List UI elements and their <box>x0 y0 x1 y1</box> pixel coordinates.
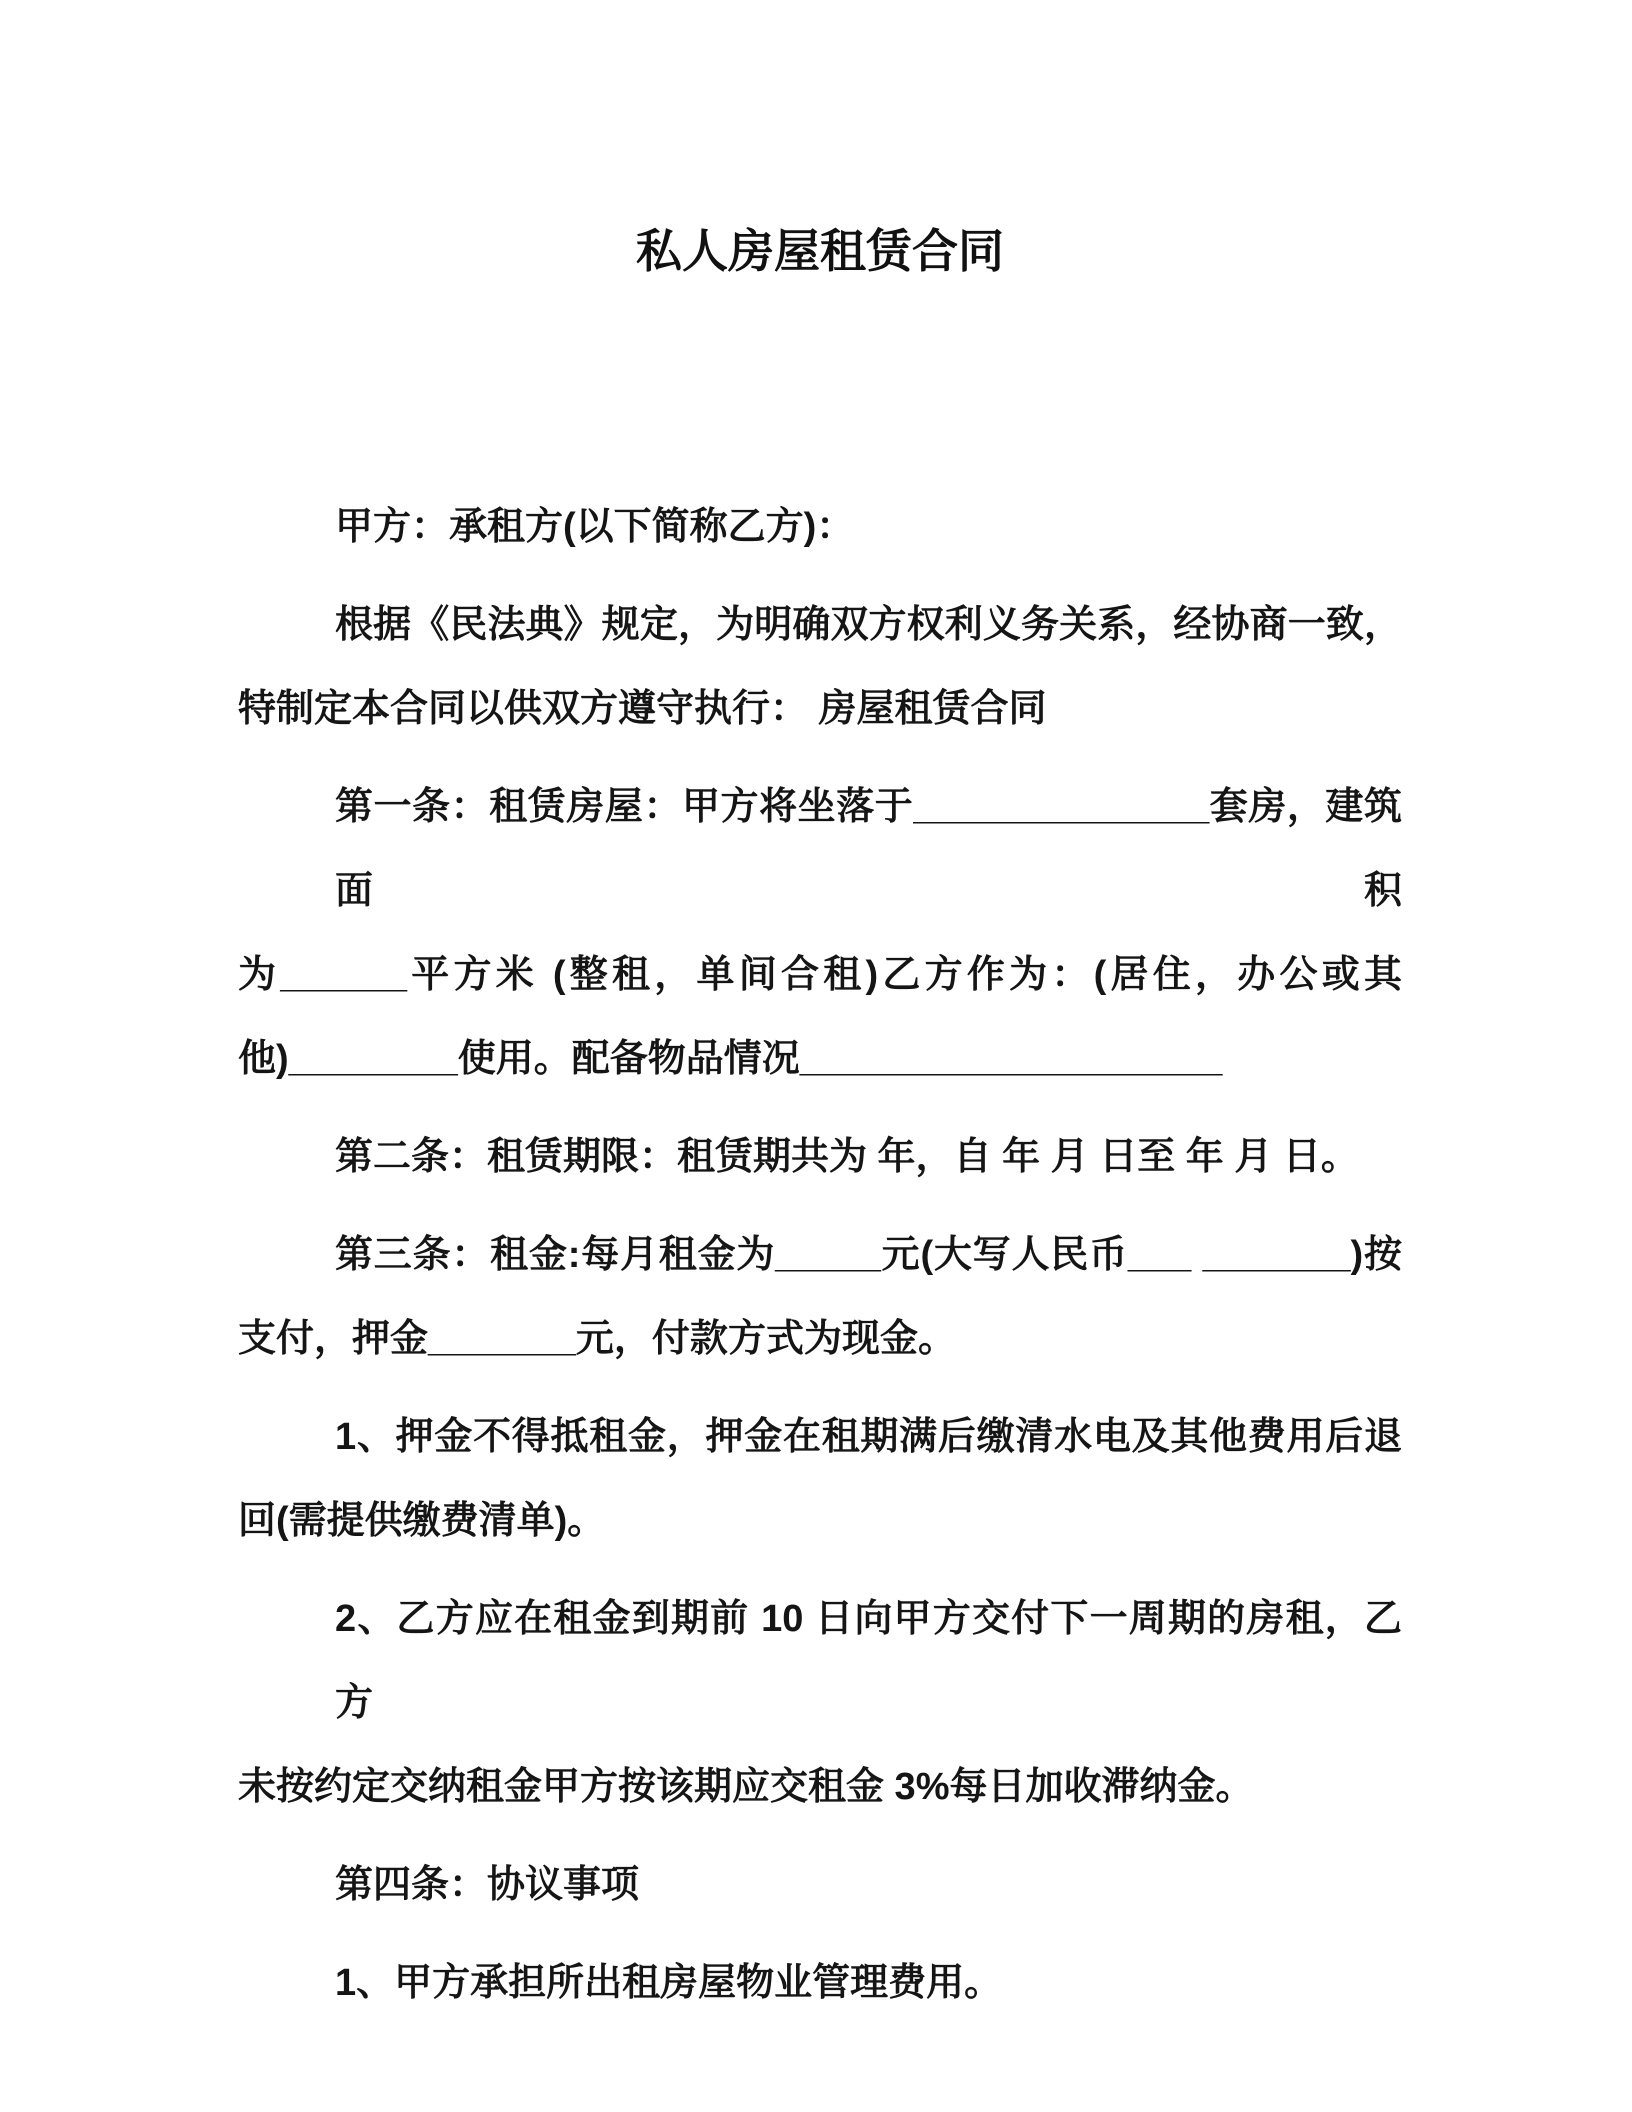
paragraph <box>238 1577 1402 1829</box>
text-line: 2、乙方应在租金到期前 10 日向甲方交付下一周期的房租，乙方 <box>335 1598 1402 1724</box>
text-line: 第一条：租赁房屋：甲方将坐落于______________套房，建筑面积 <box>335 786 1402 912</box>
document-title: 私人房屋租赁合同 <box>636 225 1004 277</box>
text-line: 特制定本合同以供双方遵守执行： 房屋租赁合同 <box>238 688 1047 730</box>
paragraph <box>238 485 1402 569</box>
text-line: 根据《民法典》规定，为明确双方权利义务关系，经协商一致， <box>335 604 1402 646</box>
paragraph <box>238 765 1402 1101</box>
text-line: 为______平方米 (整租，单间合租)乙方作为：(居住，办公或其 <box>238 954 1402 996</box>
text-line: 支付，押金_______元，付款方式为现金。 <box>238 1318 956 1360</box>
paragraph <box>238 1115 1402 1199</box>
text-line: 甲方：承租方(以下简称乙方)： <box>335 506 855 548</box>
text-line: 第三条：租金:每月租金为_____元(大写人民币___ _______)按 <box>335 1234 1402 1276</box>
text-line: 未按约定交纳租金甲方按该期应交租金 3%每日加收滞纳金。 <box>238 1766 1254 1808</box>
paragraph <box>238 1213 1402 1381</box>
text-line: 第四条：协议事项 <box>335 1864 640 1906</box>
text-line: 他)________使用。配备物品情况____________________ <box>238 1038 1223 1080</box>
text-line: 第二条：租赁期限：租赁期共为 年，自 年 月 日至 年 月 日。 <box>335 1136 1359 1178</box>
paragraph <box>238 583 1402 751</box>
paragraph <box>238 1843 1402 1927</box>
paragraph <box>238 1395 1402 1563</box>
paragraph <box>238 1941 1402 2025</box>
text-line: 回(需提供缴费清单)。 <box>238 1500 606 1542</box>
text-line: 1、甲方承担所出租房屋物业管理费用。 <box>335 1962 1003 2004</box>
text-line: 1、押金不得抵租金，押金在租期满后缴清水电及其他费用后退 <box>335 1416 1402 1458</box>
document-body <box>238 485 1402 2025</box>
